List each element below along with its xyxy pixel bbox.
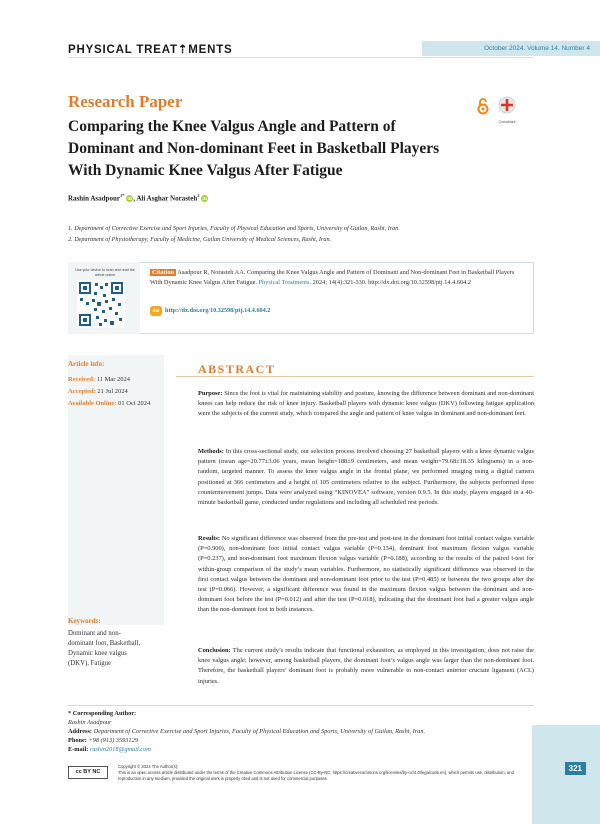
corresponding-name: Rashin Asadpour	[68, 719, 112, 726]
license-body: This is an open access article distributed under the terms of the Creative Commons Attribution License (CC-By-NC: https://creativecommons.org/licenses/by-nc/4.0/legalcode.en), which permits use, distribution, and reproduction in any medium, provided the original work is properly cited and is not used for commercial purposes.	[118, 770, 514, 782]
online-label: Available Online:	[68, 400, 117, 407]
corresponding-address	[68, 728, 425, 735]
author-name: Rashin Asadpour	[68, 194, 120, 203]
article-info-panel	[68, 355, 164, 625]
doi-link[interactable]: http://dx.doi.org/10.32598/ptj.14.4.604.2	[165, 307, 271, 314]
phone-label: Phone:	[68, 737, 87, 744]
accepted-date: 21 Jul 2024	[97, 388, 128, 395]
article-type: Research Paper	[68, 92, 183, 111]
license-text	[118, 764, 518, 783]
results-label: Results:	[198, 535, 221, 542]
cc-license-icon[interactable]: cc BY NC	[68, 766, 108, 779]
orcid-icon[interactable]: iD	[202, 196, 208, 202]
qr-label: Use your device to scan and read the article online	[75, 268, 135, 277]
address-label: Address:	[68, 728, 93, 735]
qr-code[interactable]	[77, 280, 125, 328]
abstract-conclusion	[198, 646, 534, 687]
article-info-heading: Article info:	[68, 360, 105, 368]
author-line: Rashin Asadpour$^{1*}$ iD, Ali Asghar Norasteh$^2$ iD	[68, 193, 208, 203]
journal-title: PHYSICAL TREAT⇡MENTS	[68, 44, 233, 56]
received-row	[68, 376, 130, 383]
author-name: Ali Asghar Norasteh	[136, 194, 198, 203]
affiliation-1: 1. Department of Corrective Exercise and Sport Injuries, Faculty of Physical Education and Sports, University of Guilan, Rasht, Iran.	[68, 225, 400, 232]
article-title: Comparing the Knee Valgus Angle and Pattern of Dominant and Non-dominant Feet in Basketball Players With Dynamic Knee Valgus After Fatigue	[68, 118, 440, 179]
issue-info: October 2024. Volume 14. Number 4	[422, 41, 600, 56]
purpose-text: Since the foot is vital for maintaining stability and posture, knowing the difference between dominant and non-dominant knees can help reduce the risk of knee injury. Basketball players with dynamic knee valgus (DKV) following fatigue application were the subjects of the current study, which compared the angle and pattern of knee valgus in dominant and non-dominant feet.	[198, 390, 534, 418]
open-access-icon[interactable]	[476, 97, 490, 115]
citation-journal-link[interactable]: Physical Treatments	[258, 279, 310, 286]
keywords-list: Dominant and non-dominant foot, Basketball, Dynamic knee valgus (DKV), Fatigue	[68, 630, 141, 667]
purpose-label: Purpose:	[198, 390, 223, 397]
page-number: 321	[565, 762, 586, 775]
abstract-heading: ABSTRACT	[198, 362, 276, 376]
email-label: E-mail:	[68, 746, 89, 753]
orcid-icon[interactable]: iD	[127, 196, 132, 202]
citation-details: 2024; 14(4):321-330. http://dx.doi.org/10.32598/ptj.14.4.604.2	[312, 279, 472, 286]
doi-row	[150, 306, 270, 316]
citation-text: Citation Asadpour R, Norasteh AA. Comparing the Knee Valgus Angle and Pattern of Dominant and Non-dominant Feet in Basketball Players With Dynamic Knee Valgus After Fatigue. Physical Treatments. 2024; 14(4):321-330. http://dx.doi.org/10.32598/ptj.14.4.604.2	[150, 269, 515, 286]
online-row	[68, 400, 150, 407]
crossmark-label: CrossMark	[498, 120, 516, 124]
abstract-divider	[176, 376, 534, 377]
accepted-label: Accepted:	[68, 388, 96, 395]
corresponding-phone	[68, 737, 138, 744]
received-date: 11 Mar 2024	[96, 376, 131, 383]
author-affil-mark: 1*	[119, 193, 125, 198]
online-date: 01 Oct 2024	[118, 400, 151, 407]
conclusion-text: The current study’s results indicate that functional exhaustion, as employed in this investigation, does not raise the knee valgus angle; however, among basketball players, the dominant foot’s valgus angle was larger than the non-dominant foot. Therefore, the basketball players’ dominant foot is probably more vulnerable to non-contact anterior cruciate ligament (ACL) injuries.	[198, 647, 535, 685]
doi-icon: doi	[150, 306, 162, 316]
address-text: Department of Corrective Exercise and Sport Injuries, Faculty of Physical Education and Sports, University of Guilan, Rasht, Iran.	[93, 728, 426, 735]
received-label: Received:	[68, 376, 96, 383]
abstract-results	[198, 534, 534, 616]
methods-text: In this cross-sectional study, our selection process involved choosing 27 basketball players with a knee dynamic valgus pattern (mean age=20.77±3.06 years, mean height=188±9 centimeters, and mean weight=79.68±18.35 kilograms) in a non-random, targeted manner. To assess the knee valgus angle in the frontal plane, we performed imaging using a digital camera positioned at 366 centimeters and a height of 105 centimeters relative to the subject. Furthermore, the subjects performed three countermovement jumps. Data were analyzed using “KINOVEA” software, version 0.9.5. In this study, players engaged in a 40-minute basketball game, conducted under regulations and including all scheduled rest periods.	[198, 448, 534, 507]
author-affil-mark: 2	[197, 193, 200, 198]
abstract-purpose	[198, 389, 534, 420]
abstract-methods	[198, 447, 534, 508]
corresponding-email	[68, 746, 151, 753]
methods-label: Methods:	[198, 448, 224, 455]
conclusion-label: Conclusion:	[198, 647, 231, 654]
corresponding-divider	[68, 705, 534, 706]
affiliation-2: 2. Department of Physiotherapy, Faculty of Medicine, Guilan University of Medical Sciences, Rasht, Iran.	[68, 236, 332, 243]
results-text: No significant difference was observed from the pre-test and post-test in the dominant foot initial contact valgus variable (P=0.900), non-dominant foot initial contact valgus variable (P=0.134), dominant foot maximum flexion valgus variable (P=0.237), and non-dominant foot maximum flexion valgus variable (P=0.188), according to the results of the paired t-test for within-group comparison of the study’s mean variables. Furthermore, no statistically significant difference was observed in the first contact valgus between the dominant and non-dominant foot prior to the test (P=0.485) or between the two groups after the test (P=0.066). However, a significant difference was found in the maximum flexion valgus between the dominant and non-dominant foot before the test (P=0.012) and after the test (P=0.018), indicating that the dominant foot had a greater valgus angle than the non-dominant foot in both instances.	[198, 535, 534, 614]
email-link[interactable]: rashin2018@gmail.com	[89, 746, 151, 753]
phone-text: +98 (913) 3593129	[88, 737, 138, 744]
corresponding-heading	[68, 710, 136, 717]
citation-label: Citation	[152, 269, 175, 276]
citation-body: Asadpour R, Norasteh AA. Comparing the Knee Valgus Angle and Pattern of Dominant and Non-dominant Feet in Basketball Players With Dynamic Knee Valgus After Fatigue.	[150, 269, 515, 286]
crossmark-icon[interactable]	[496, 96, 518, 124]
copyright-line: Copyright © 2024 The Author(s);	[118, 764, 179, 769]
accepted-row	[68, 388, 128, 395]
header-divider	[68, 57, 533, 58]
corresponding-heading-text: * Corresponding Author:	[68, 710, 137, 717]
keywords-heading: Keywords:	[68, 617, 101, 625]
